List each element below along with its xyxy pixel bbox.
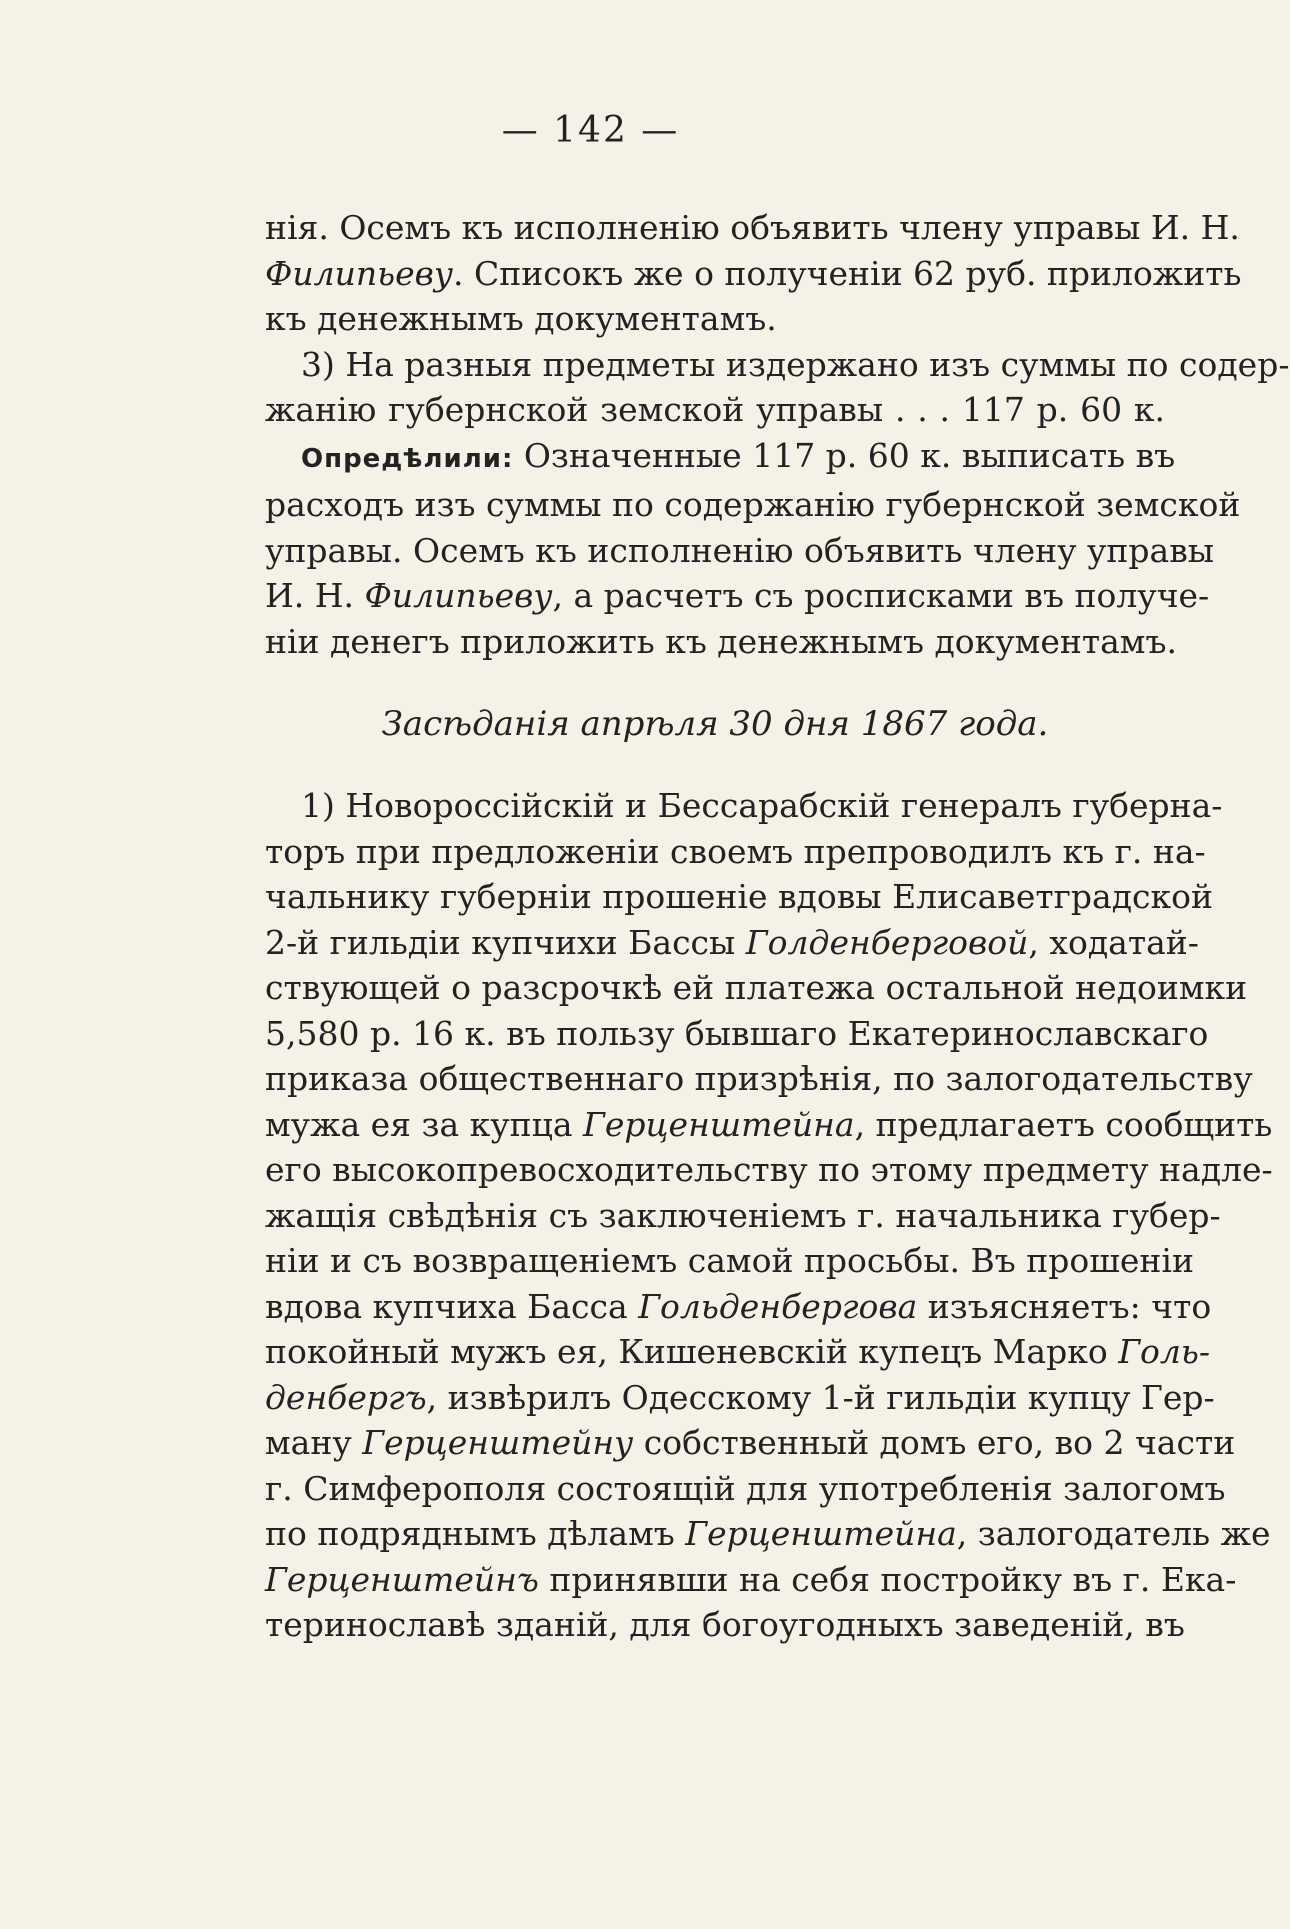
- text-line: [265, 251, 1242, 297]
- text-line: [265, 1375, 1215, 1421]
- text-line: управы. Осемъ къ исполненію объявить члену управы: [265, 530, 1215, 570]
- italic-name: Филипьеву: [265, 253, 454, 293]
- page-number: — 142 —: [501, 110, 680, 151]
- text-line: жащія свѣдѣнія съ заключеніемъ г. начальника губер-: [265, 1195, 1221, 1235]
- italic-name: денбергъ: [265, 1377, 427, 1417]
- text-line: [265, 1557, 1237, 1603]
- italic-name: Филипьеву: [364, 576, 553, 615]
- text-line: 3) На разныя предметы издержано изъ суммы по содер-: [301, 344, 1290, 384]
- italic-name: Герценштейну: [362, 1423, 634, 1462]
- text-fragment: изъясняетъ: что: [917, 1286, 1212, 1326]
- text-line: ствующей о разсрочкѣ ей платежа остальной недоимки: [265, 968, 1248, 1007]
- text-line: г. Симферополя состоящій для употребленія залогомъ: [265, 1468, 1226, 1508]
- text-line: [265, 573, 1210, 619]
- text-fragment: , ходатай-: [1028, 922, 1199, 962]
- text-line: [265, 1420, 1236, 1466]
- italic-name: Герценштейна: [685, 1514, 957, 1553]
- text-line: [265, 1284, 1212, 1330]
- text-line: 1) Новороссійскій и Бессарабскій генералъ губерна-: [301, 786, 1223, 825]
- text-fragment: 2-й гильдіи купчихи Бассы: [265, 922, 746, 962]
- text-line: [265, 1511, 1271, 1557]
- text-line: чальнику губерніи прошеніе вдовы Елисаветградской: [265, 877, 1214, 916]
- text-fragment: покойный мужъ ея, Кишеневскій купецъ Марко: [265, 1332, 1119, 1371]
- text-fragment: Означенные 117 р. 60 к. выписать въ: [513, 435, 1176, 475]
- text-line: [265, 433, 1176, 483]
- text-line: торъ при предложеніи своемъ препроводилъ къ г. на-: [265, 831, 1206, 871]
- text-line: теринославѣ зданій, для богоугодныхъ заведеній, въ: [265, 1605, 1185, 1644]
- text-fragment: , а расчетъ съ росписками въ получе-: [552, 576, 1210, 615]
- italic-name: Голденберговой: [745, 922, 1029, 962]
- italic-name: Гольденбергова: [638, 1286, 918, 1326]
- text-line: [265, 1329, 1211, 1375]
- text-fragment: ману: [265, 1423, 363, 1462]
- text-fragment: мужа ея за купца: [265, 1104, 584, 1144]
- text-fragment: , залогодатель же: [956, 1514, 1271, 1553]
- text-line: къ денежнымъ документамъ.: [265, 299, 777, 338]
- text-fragment: принявши на себя постройку въ г. Ека-: [538, 1559, 1237, 1599]
- text-line: приказа общественнаго призрѣнія, по залогодательству: [265, 1059, 1253, 1098]
- text-fragment: собственный домъ его, во 2 части: [633, 1423, 1236, 1462]
- italic-name: Герценштейнъ: [265, 1559, 539, 1599]
- text-fragment: по подряднымъ дѣламъ: [265, 1514, 686, 1553]
- body-text: [265, 205, 1290, 1648]
- text-line: его высокопревосходительству по этому предмету надле-: [265, 1150, 1273, 1189]
- text-fragment: , извѣрилъ Одесскому 1-й гильдіи купцу Гер-: [426, 1377, 1215, 1417]
- text-fragment: , предлагаетъ сообщить: [854, 1104, 1273, 1144]
- text-fragment: . Списокъ же о полученіи 62 руб. приложить: [453, 253, 1242, 293]
- session-heading: Засѣданія апрѣля 30 дня 1867 года.: [381, 704, 1049, 744]
- text-fragment: И. Н.: [265, 576, 365, 615]
- text-line: нія. Осемъ къ исполненію объявить члену управы И. Н.: [265, 208, 1240, 247]
- italic-name: Голь-: [1118, 1332, 1211, 1371]
- text-fragment: вдова купчиха Басса: [265, 1286, 639, 1326]
- text-line: [265, 920, 1199, 966]
- resolution-label: Опредѣлили:: [301, 443, 514, 474]
- text-line: жанію губернской земской управы . . . 117 р. 60 к.: [265, 390, 1165, 429]
- text-line: ніи денегъ приложить къ денежнымъ документамъ.: [265, 621, 1177, 661]
- text-line: ніи и съ возвращеніемъ самой просьбы. Въ прошеніи: [265, 1241, 1194, 1280]
- italic-name: Герценштейна: [583, 1104, 855, 1144]
- text-line: расходъ изъ суммы по содержанію губернской земской: [265, 485, 1241, 524]
- text-line: [265, 1102, 1273, 1148]
- text-line: 5,580 р. 16 к. въ пользу бывшаго Екатеринославскаго: [265, 1013, 1209, 1053]
